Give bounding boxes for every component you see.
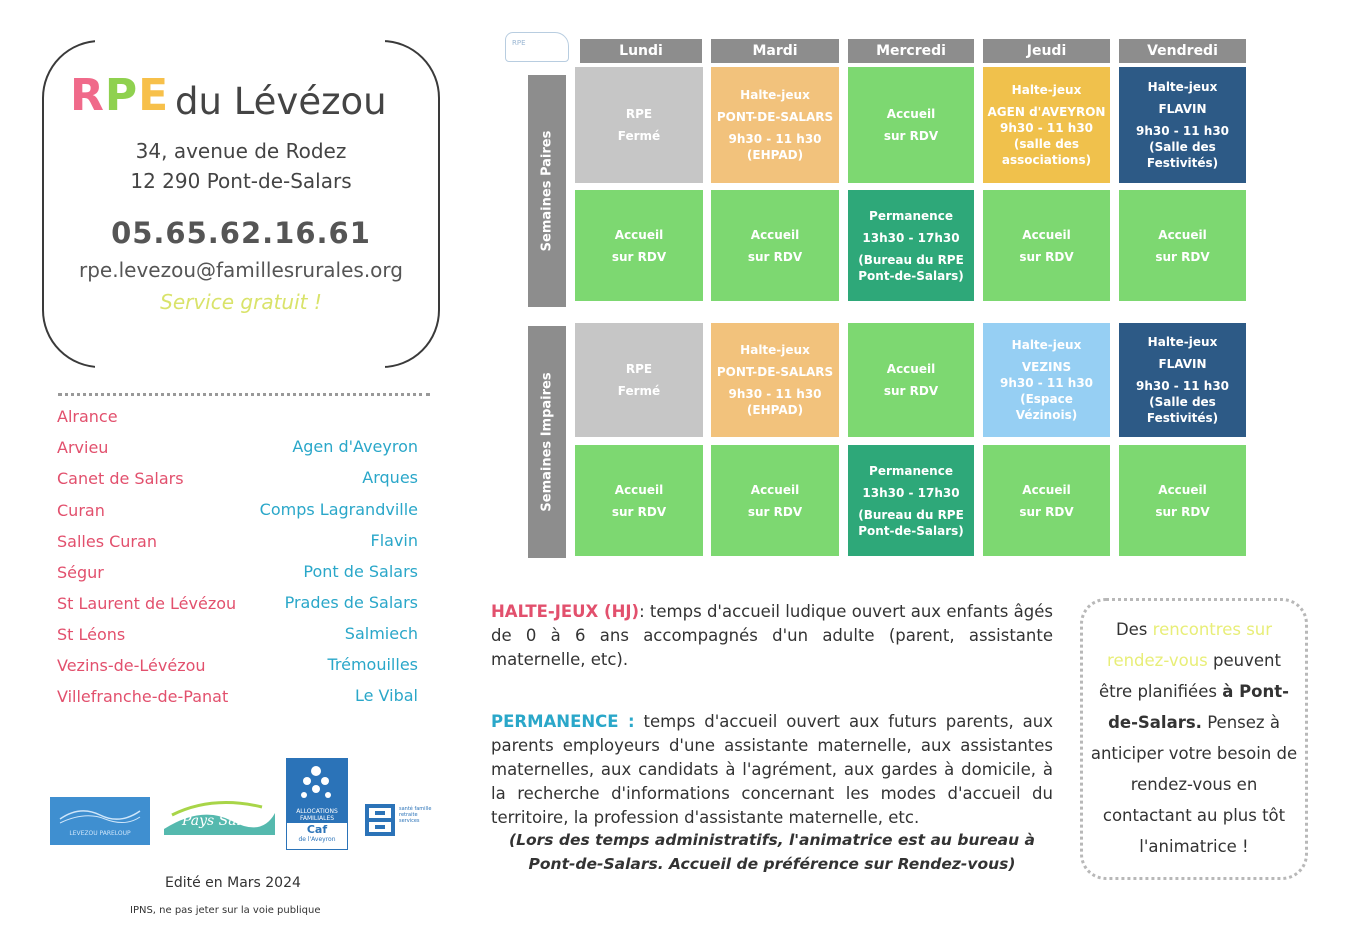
cell-line: Halte-jeux [1011,338,1082,352]
cell-line: (Bureau du RPE [858,507,964,522]
msa-logo [365,804,395,836]
town-left: Villefranche-de-Panat [57,687,229,706]
cell-line: Accueil [614,482,664,497]
cell-line: VEZINS [1021,360,1072,374]
cell-line: FLAVIN [1158,357,1207,371]
town-right: Arques [362,468,418,487]
schedule-cell-odd-top-jeudi [983,323,1110,437]
schedule-cell-even-bottom-lundi [575,190,703,301]
cell-line: Halte-jeux [1147,80,1218,94]
cell-line: (EHPAD) [746,403,804,417]
schedule-cell-even-top-jeudi [983,67,1110,183]
caf-logo: ALLOCATIONS FAMILIALES Caf de l'Aveyron [286,758,348,850]
town-right: Le Vibal [354,686,418,705]
schedule-cell-odd-top-mardi [711,323,839,437]
logo-du-levezou: du Lévézou [175,80,387,123]
cell-line: sur RDV [1019,249,1074,264]
schedule-cell-even-top-vendredi [1119,67,1246,183]
halte-jeux-term: HALTE-JEUX (HJ) [491,602,640,621]
schedule-cell-odd-bottom-vendredi [1119,445,1246,556]
schedule-cell-odd-bottom-jeudi [983,445,1110,556]
cell-line: PONT-DE-SALARS [716,110,834,124]
cell-line: FLAVIN [1158,102,1207,116]
cell-line: sur RDV [883,129,939,143]
schedule-cell-odd-bottom-lundi [575,445,703,556]
cell-line: Festivités) [1146,156,1219,170]
cell-line: Fermé [617,384,661,398]
town-right: Comps Lagrandville [259,500,418,519]
cell-line: Accueil [614,227,664,242]
cell-line: (Bureau du RPE [858,252,964,267]
town-left: Arvieu [57,438,109,457]
rendezvous-box-text: Des rencontres sur rendez-vous peuvent être planifiées à Pont-de-Salars. Pensez à anticiper votre besoin de rendez-vous en contactant au plus tôt l'animatrice ! [1090,620,1298,856]
town-right: Pont de Salars [303,562,418,581]
day-header: Mardi [711,39,839,63]
cell-line: sur RDV [747,504,803,519]
dotted-divider [58,393,430,396]
cell-line: Permanence [869,463,953,478]
rpe-logo: RPE [70,70,170,121]
schedule-cell-odd-bottom-mardi [711,445,839,556]
cell-line: Halte-jeux [740,343,810,357]
town-left: St Léons [57,625,126,644]
day-header: Vendredi [1119,39,1246,63]
cell-line: (salle des [1013,137,1080,151]
cell-line: RPE [625,107,653,121]
cell-line: (Salle des [1149,395,1216,409]
pays-salars-logo [162,795,277,845]
town-right: Flavin [370,531,418,550]
cell-line: sur RDV [883,384,939,398]
town-left: Salles Curan [57,532,157,551]
town-left: Ségur [57,563,104,582]
cell-line: Halte-jeux [1147,335,1218,349]
svg-text:Pays Salars: Pays Salars [182,813,264,829]
cell-line: 9h30 - 11 h30 [728,387,822,401]
cell-line: sur RDV [1019,504,1074,519]
town-left: St Laurent de Lévézou [57,594,237,613]
week-even-label: Semaines Paires [528,75,566,307]
cell-line: Festivités) [1146,411,1219,425]
cell-line: 9h30 - 11 h30 [999,376,1094,390]
halte-jeux-definition: HALTE-JEUX (HJ): temps d'accueil ludique ouvert aux enfants âgés de 0 à 6 ans accompagnés d'un adulte (parent, assistante maternelle, etc). [491,602,1053,669]
cell-line: Accueil [750,482,800,497]
schedule-cell-even-top-mardi [711,67,839,183]
admin-note: (Lors des temps administratifs, l'animatrice est au bureau à Pont-de-Salars. Accueil de préférence sur Rendez-vous) [509,831,1035,873]
cell-line: (Espace [1020,392,1073,406]
town-left: Canet de Salars [57,469,184,488]
schedule-cell-even-bottom-vendredi [1119,190,1246,301]
ipns-notice: IPNS, ne pas jeter sur la voie publique [130,905,321,916]
cell-line: sur RDV [611,504,667,519]
permanence-definition: PERMANENCE : temps d'accueil ouvert aux futurs parents, aux parents employeurs d'une assistante maternelle, aux assistantes maternelles, aux candidats à l'agrément, aux gardes à domicile, à la recherche d'informations concernant les modes d'accueil du territoire, la profession d'assistante maternelle, etc. [491,712,1053,827]
cell-line: Halte-jeux [740,88,810,102]
cell-line: Accueil [886,107,936,121]
cell-line: sur RDV [611,249,667,264]
cell-line: 9h30 - 11 h30 [999,121,1094,135]
cell-line: Permanence [869,208,953,223]
schedule-cell-even-bottom-mardi [711,190,839,301]
schedule-cell-even-bottom-jeudi [983,190,1110,301]
schedule-cell-odd-top-mercredi [848,323,974,437]
town-right: Agen d'Aveyron [292,437,418,456]
cell-line: sur RDV [1155,249,1210,264]
email-address[interactable]: rpe.levezou@famillesrurales.org [79,258,403,282]
schedule-cell-odd-top-lundi [575,323,703,437]
permanence-term: PERMANENCE : [491,712,635,731]
msa-tagline: santé famille retraite services [399,806,432,824]
van-icon: RPE [505,32,569,62]
cell-line: Accueil [1022,227,1071,242]
town-left: Alrance [57,407,118,426]
phone-number: 05.65.62.16.61 [111,216,371,250]
cell-line: 9h30 - 11 h30 [1135,379,1230,393]
cell-line: 9h30 - 11 h30 [1135,124,1230,138]
cell-line: (Salle des [1149,140,1216,154]
cell-line: Vézinois) [1015,408,1078,422]
cell-line: RPE [625,362,653,376]
cell-line: Pont-de-Salars) [858,523,964,538]
cell-line: sur RDV [1155,504,1210,519]
cell-line: 13h30 - 17h30 [862,485,960,500]
schedule-cell-odd-top-vendredi [1119,323,1246,437]
service-gratuit: Service gratuit ! [160,290,322,314]
cell-line: sur RDV [747,249,803,264]
cell-line: Accueil [1022,482,1071,497]
edition-date: Edité en Mars 2024 [165,875,301,891]
town-left: Curan [57,501,105,520]
schedule-cell-even-top-mercredi [848,67,974,183]
address-line-1: 34, avenue de Rodez [135,139,347,163]
cell-line: Accueil [750,227,800,242]
town-left: Vezins-de-Lévézou [57,656,206,675]
day-header: Mercredi [848,39,974,63]
cell-line: Pont-de-Salars) [858,268,964,283]
day-header: Jeudi [983,39,1110,63]
schedule-cell-odd-bottom-mercredi [848,445,974,556]
schedule-cell-even-bottom-mercredi [848,190,974,301]
address-line-2: 12 290 Pont-de-Salars [130,169,352,193]
cell-line: (EHPAD) [746,148,804,162]
town-right: Trémouilles [327,655,418,674]
cell-line: 9h30 - 11 h30 [728,132,822,146]
cell-line: Fermé [617,129,661,143]
cell-line: Accueil [1158,227,1207,242]
cell-line: 13h30 - 17h30 [862,230,960,245]
cell-line: associations) [1001,153,1092,167]
schedule-cell-even-top-lundi [575,67,703,183]
week-odd-label: Semaines Impaires [528,326,566,558]
cell-line: Halte-jeux [1011,83,1082,97]
town-right: Prades de Salars [284,593,418,612]
town-right: Salmiech [344,624,418,643]
cell-line: Accueil [886,362,936,376]
day-header: Lundi [580,39,702,63]
cell-line: AGEN d'AVEYRON [987,105,1106,119]
cell-line: Accueil [1158,482,1207,497]
cell-line: PONT-DE-SALARS [716,365,834,379]
levezou-pareloup-logo: LEVEZOU PARELOUP [50,797,150,845]
